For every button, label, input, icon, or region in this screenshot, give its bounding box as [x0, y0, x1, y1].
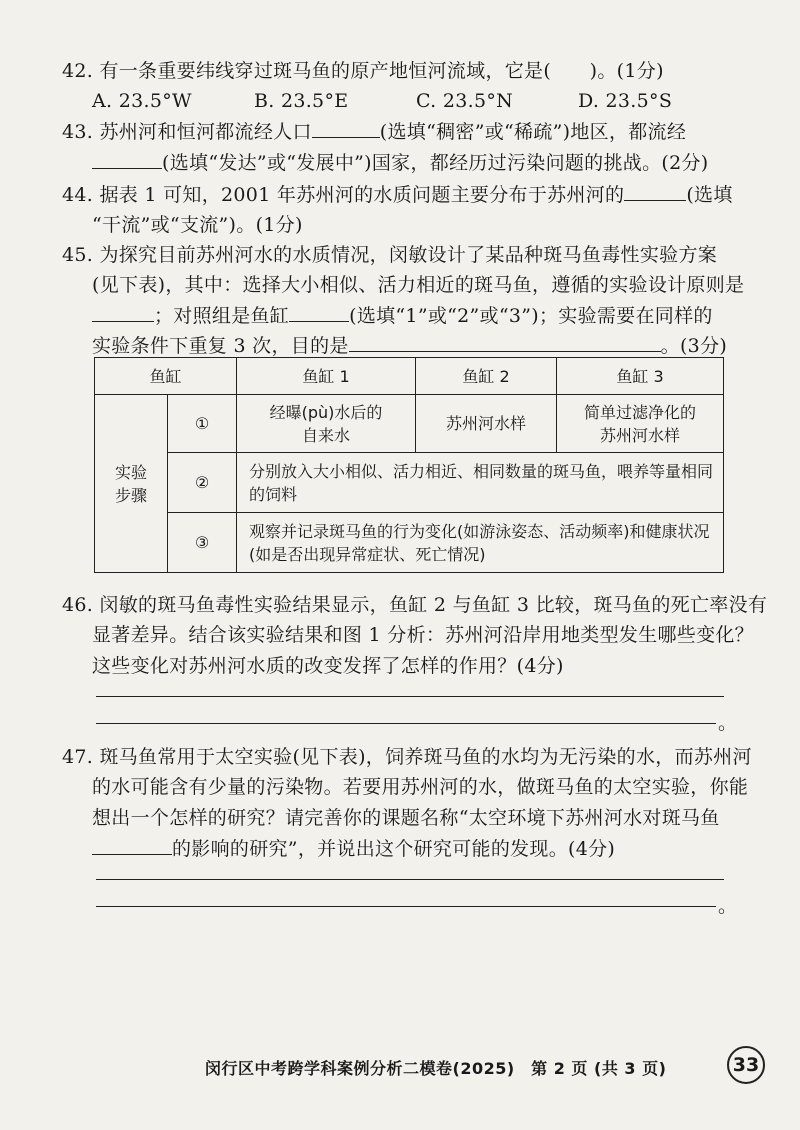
step-2-marker: ②: [168, 453, 237, 513]
q47-answer-line-1[interactable]: [96, 879, 724, 880]
step1-tank2: 苏州河水样: [416, 395, 557, 453]
q43-blank-1[interactable]: [312, 117, 380, 138]
step2-content: 分别放入大小相似、活力相近、相同数量的斑马鱼，喂养等量相同的饲料: [237, 453, 724, 513]
q47-end-mark: 。: [718, 895, 738, 917]
q42-option-d: D. 23.5°S: [578, 90, 673, 112]
q42-stem: 42. 有一条重要纬线穿过斑马鱼的原产地恒河流域，它是( )。(1分): [62, 60, 664, 82]
table-header-tank3: 鱼缸 3: [557, 358, 724, 395]
q44-line2: “干流”或“支流”)。(1分): [92, 214, 303, 236]
step-3-marker: ③: [168, 513, 237, 573]
step1-tank1: 经曝(pù)水后的 自来水: [237, 395, 416, 453]
q47-line4: 的影响的研究”，并说出这个研究可能的发现。(4分): [92, 834, 740, 864]
q43-line2: (选填“发达”或“发展中”)国家，都经历过污染问题的挑战。(2分): [92, 148, 740, 178]
q46-line3: 这些变化对苏州河水质的改变发挥了怎样的作用？(4分): [92, 655, 564, 677]
q43-line1: 43. 苏州河和恒河都流经人口 (选填“稠密”或“稀疏”)地区，都流经: [62, 117, 740, 147]
q47-blank[interactable]: [92, 834, 172, 855]
table-header-tank2: 鱼缸 2: [416, 358, 557, 395]
q45-blank-3[interactable]: [349, 331, 661, 352]
page-footer: 闵行区中考跨学科案例分析二模卷(2025) 第 2 页 (共 3 页): [205, 1059, 667, 1078]
experiment-table: [94, 357, 724, 573]
page-number-badge: 33: [727, 1046, 765, 1084]
q45-blank-2[interactable]: [289, 301, 349, 322]
q45-blank-1[interactable]: [92, 301, 154, 322]
q46-line1: 46. 闵敏的斑马鱼毒性实验结果显示，鱼缸 2 与鱼缸 3 比较，斑马鱼的死亡率没有: [62, 594, 768, 616]
q42-option-a: A. 23.5°W: [92, 90, 192, 112]
q45-line1: 45. 为探究目前苏州河水的水质情况，闵敏设计了某品种斑马鱼毒性实验方案: [62, 244, 718, 266]
steps-label: 实验 步骤: [95, 395, 168, 573]
step3-content: 观察并记录斑马鱼的行为变化(如游泳姿态、活动频率)和健康状况(如是否出现异常症状、死亡情况): [237, 513, 724, 573]
q44-line1: 44. 据表 1 可知，2001 年苏州河的水质问题主要分布于苏州河的 (选填: [62, 180, 740, 210]
table-header-tank1: 鱼缸 1: [237, 358, 416, 395]
q42-option-b: B. 23.5°E: [254, 90, 349, 112]
q45-line4: 实验条件下重复 3 次，目的是 。(3分): [92, 331, 740, 361]
q44-blank[interactable]: [624, 180, 686, 201]
q46-answer-line-1[interactable]: [96, 696, 724, 697]
q42-options: [92, 86, 740, 116]
q43-blank-2[interactable]: [92, 148, 162, 169]
q47-line3: 想出一个怎样的研究？请完善你的课题名称“太空环境下苏州河水对斑马鱼: [92, 807, 720, 829]
q46-answer-line-2[interactable]: [96, 723, 716, 724]
step1-tank3: 简单过滤净化的 苏州河水样: [557, 395, 724, 453]
q47-line1: 47. 斑马鱼常用于太空实验(见下表)，饲养斑马鱼的水均为无污染的水，而苏州河: [62, 746, 752, 768]
step-1-marker: ①: [168, 395, 237, 453]
q47-answer-line-2[interactable]: [96, 906, 716, 907]
q47-line2: 的水可能含有少量的污染物。若要用苏州河的水，做斑马鱼的太空实验，你能: [92, 776, 749, 798]
q42-option-c: C. 23.5°N: [416, 90, 514, 112]
q46-line2: 显著差异。结合该实验结果和图 1 分析：苏州河沿岸用地类型发生哪些变化？: [92, 624, 754, 646]
q45-line3: ；对照组是鱼缸 (选填“1”或“2”或“3”)；实验需要在同样的: [92, 301, 740, 331]
q45-line2: (见下表)，其中：选择大小相似、活力相近的斑马鱼，遵循的实验设计原则是: [92, 274, 745, 296]
q46-end-mark: 。: [718, 712, 738, 734]
table-header-tank: 鱼缸: [95, 358, 237, 395]
